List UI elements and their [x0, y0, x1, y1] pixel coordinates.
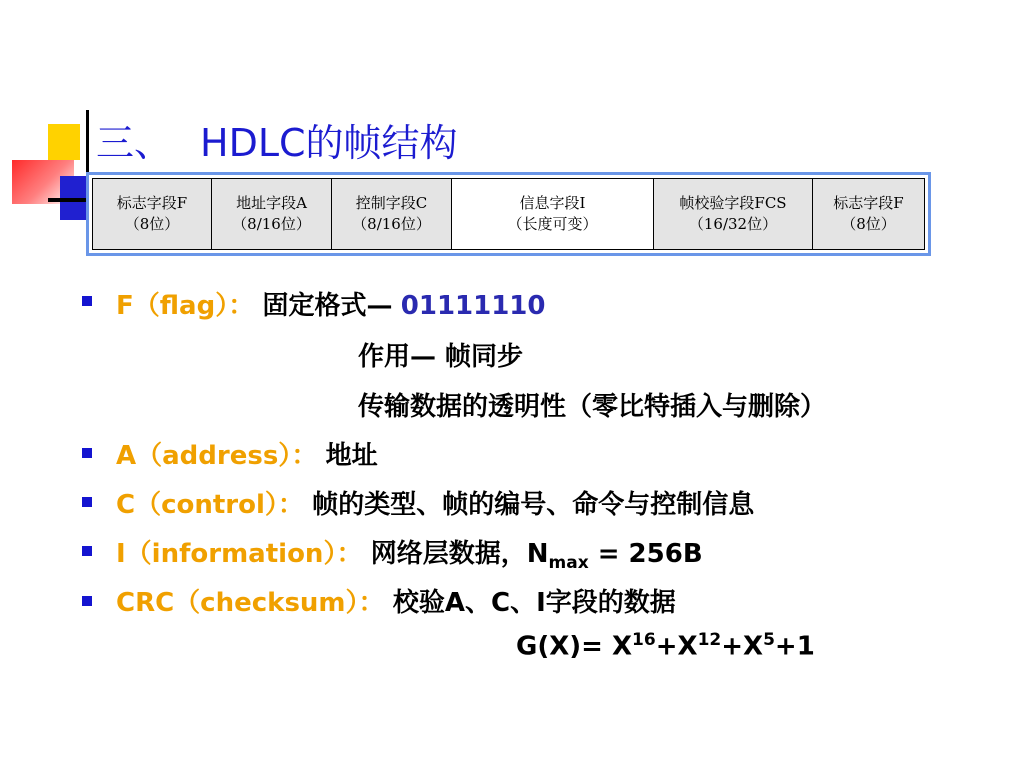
- page-title: [96, 112, 458, 167]
- field-desc: I: [536, 588, 546, 618]
- cell-label: 标志字段F: [833, 194, 904, 212]
- field-desc: C: [490, 588, 511, 618]
- list-item-information: [116, 533, 703, 573]
- deco-yellow-square: [48, 124, 80, 160]
- list-item-crc: [116, 582, 676, 619]
- cell-size: （8位）: [841, 215, 896, 233]
- gx-part: +X: [655, 631, 698, 662]
- field-colon: ：: [336, 539, 363, 569]
- cell-size: （16/32位）: [688, 215, 778, 233]
- gx-part: +1: [774, 631, 815, 662]
- cell-size: （8/16位）: [352, 215, 431, 233]
- gx-exponent: 5: [763, 630, 775, 650]
- bullet-icon: [82, 596, 92, 606]
- cell-label: 控制字段C: [355, 194, 428, 212]
- field-desc: 网络层数据，: [370, 539, 527, 569]
- list-item-flag: [116, 285, 546, 322]
- gx-exponent: 12: [697, 630, 722, 650]
- field-label: F（flag）: [116, 291, 229, 321]
- field-label: C（control）: [116, 490, 278, 520]
- title-text: HDLC的帧结构: [200, 121, 458, 165]
- field-desc: 、: [464, 588, 491, 618]
- field-desc: 地址: [325, 441, 378, 471]
- frame-cell-information: [452, 179, 654, 249]
- frame-cell-fcs: [654, 179, 813, 249]
- frame-cell-flag-start: [93, 179, 212, 249]
- field-colon: ：: [291, 441, 318, 471]
- frame-structure-table: [86, 172, 931, 256]
- flag-function: 作用— 帧同步: [358, 342, 524, 372]
- logo-decoration: [0, 0, 100, 230]
- field-desc: A: [444, 588, 465, 618]
- list-item-address: [116, 435, 378, 472]
- nmax-base: N: [526, 539, 549, 569]
- frame-cell-address: [212, 179, 332, 249]
- cell-label: 地址字段A: [236, 194, 307, 212]
- field-desc: 固定格式—: [262, 291, 393, 321]
- field-label: I（information）: [116, 539, 337, 569]
- field-colon: ：: [228, 291, 255, 321]
- cell-size: （8位）: [124, 215, 180, 233]
- bullet-icon: [82, 296, 92, 306]
- gx-part: G(X)= X: [516, 631, 633, 662]
- flag-transparency: 传输数据的透明性（零比特插入与删除）: [358, 392, 827, 422]
- cell-label: 标志字段F: [116, 194, 188, 212]
- field-colon: ：: [277, 490, 304, 520]
- frame-cell-control: [332, 179, 452, 249]
- field-label: A（address）: [116, 441, 292, 471]
- frame-cell-flag-end: [813, 179, 924, 249]
- generator-polynomial: [516, 630, 815, 662]
- bullet-icon: [82, 546, 92, 556]
- cell-size: （长度可变）: [507, 215, 598, 233]
- title-number: 三、: [96, 121, 173, 165]
- field-colon: ：: [358, 588, 385, 618]
- gx-part: +X: [721, 631, 764, 662]
- field-desc: 、: [510, 588, 537, 618]
- gx-exponent: 16: [632, 630, 656, 650]
- cell-size: （8/16位）: [232, 215, 311, 233]
- flag-value: 01111110: [400, 291, 546, 321]
- nmax-formula: [526, 539, 703, 574]
- field-desc: 帧的类型、帧的编号、命令与控制信息: [312, 490, 755, 520]
- cell-label: 信息字段I: [519, 194, 586, 212]
- field-desc: 字段的数据: [545, 588, 676, 618]
- field-desc: 校验: [392, 588, 445, 618]
- deco-horizontal-line: [48, 198, 90, 202]
- cell-label: 帧校验字段FCS: [679, 194, 787, 212]
- nmax-value: = 256B: [588, 539, 703, 569]
- bullet-icon: [82, 448, 92, 458]
- bullet-icon: [82, 497, 92, 507]
- list-item-control: [116, 484, 754, 521]
- nmax-subscript: max: [548, 553, 589, 574]
- field-label: CRC（checksum）: [116, 588, 359, 618]
